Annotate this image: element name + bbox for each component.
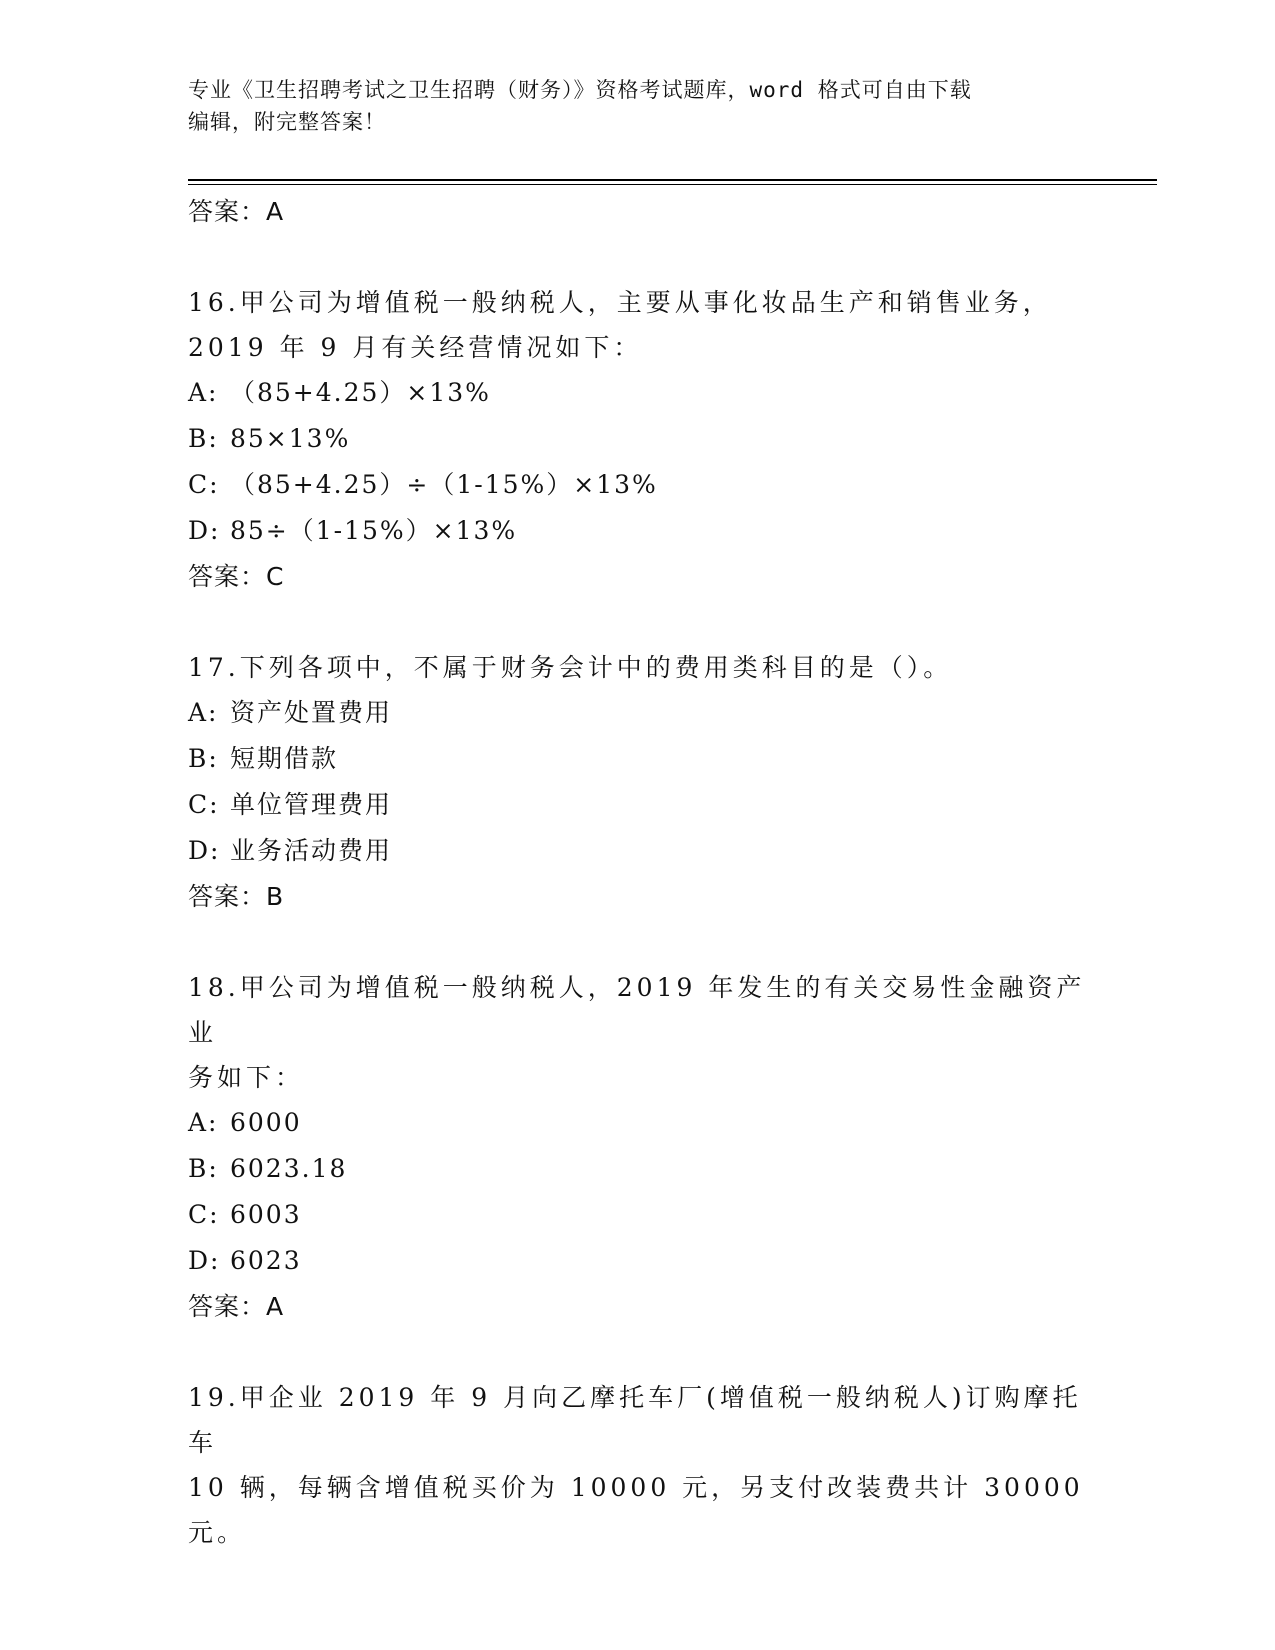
option-c — [188, 1192, 1108, 1238]
previous-answer: 答案：A — [188, 197, 285, 226]
question-18 — [188, 965, 1108, 1330]
option-a — [188, 370, 1108, 416]
option-letter: A: — [188, 698, 219, 727]
header-line-2: 编辑，附完整答案！ — [188, 110, 386, 134]
option-letter: D: — [188, 1246, 221, 1275]
option-letter: A: — [188, 1108, 219, 1137]
option-a — [188, 1100, 1108, 1146]
option-letter: B: — [188, 424, 219, 453]
option-b — [188, 416, 1108, 462]
option-c — [188, 462, 1108, 508]
question-16 — [188, 280, 1108, 600]
option-text: 6023.18 — [230, 1154, 348, 1183]
option-b — [188, 736, 1108, 782]
option-letter: D: — [188, 516, 221, 545]
question-text-line: 10 辆，每辆含增值税买价为 10000 元，另支付改装费共计 30000 元。 — [188, 1473, 1084, 1547]
document-header — [188, 74, 1088, 138]
option-text: 短期借款 — [230, 744, 339, 773]
header-divider-thick — [188, 179, 1157, 181]
question-text-line: 19.甲企业 2019 年 9 月向乙摩托车厂(增值税一般纳税人)订购摩托车 — [188, 1383, 1082, 1457]
option-text: 6003 — [230, 1200, 302, 1229]
question-17 — [188, 645, 1108, 920]
question-text — [188, 645, 1108, 690]
option-text: 单位管理费用 — [230, 790, 393, 819]
option-text: （85+4.25）÷（1-15%）×13% — [230, 470, 658, 499]
option-d — [188, 508, 1108, 554]
option-letter: C: — [188, 790, 220, 819]
option-letter: A: — [188, 378, 219, 407]
question-text-line: 16.甲公司为增值税一般纳税人，主要从事化妆品生产和销售业务， — [188, 288, 1052, 317]
option-d — [188, 828, 1108, 874]
answer: 答案：A — [188, 1292, 285, 1321]
document-body — [188, 189, 1108, 1555]
option-d — [188, 1238, 1108, 1284]
question-text — [188, 965, 1108, 1100]
question-text-line: 18.甲公司为增值税一般纳税人，2019 年发生的有关交易性金融资产业 — [188, 973, 1086, 1047]
option-text: （85+4.25）×13% — [230, 378, 491, 407]
option-text: 85×13% — [230, 424, 351, 453]
question-text-line: 2019 年 9 月有关经营情况如下： — [188, 333, 643, 362]
option-letter: C: — [188, 470, 220, 499]
option-letter: D: — [188, 836, 221, 865]
header-line-1: 专业《卫生招聘考试之卫生招聘（财务）》资格考试题库，word 格式可自由下载 — [188, 78, 972, 102]
option-letter: B: — [188, 1154, 219, 1183]
question-text — [188, 1375, 1108, 1555]
option-text: 6000 — [230, 1108, 302, 1137]
question-text-line: 务如下： — [188, 1063, 305, 1092]
option-letter: C: — [188, 1200, 220, 1229]
option-text: 资产处置费用 — [230, 698, 393, 727]
option-text: 业务活动费用 — [230, 836, 393, 865]
option-letter: B: — [188, 744, 219, 773]
answer: 答案：C — [188, 562, 285, 591]
answer: 答案：B — [188, 882, 285, 911]
option-a — [188, 690, 1108, 736]
option-b — [188, 1146, 1108, 1192]
header-divider-thin — [188, 184, 1157, 185]
option-text: 85÷（1-15%）×13% — [230, 516, 518, 545]
question-text-line: 17.下列各项中，不属于财务会计中的费用类科目的是（）。 — [188, 653, 953, 682]
option-text: 6023 — [230, 1246, 302, 1275]
question-19 — [188, 1375, 1108, 1555]
option-c — [188, 782, 1108, 828]
question-text — [188, 280, 1108, 370]
